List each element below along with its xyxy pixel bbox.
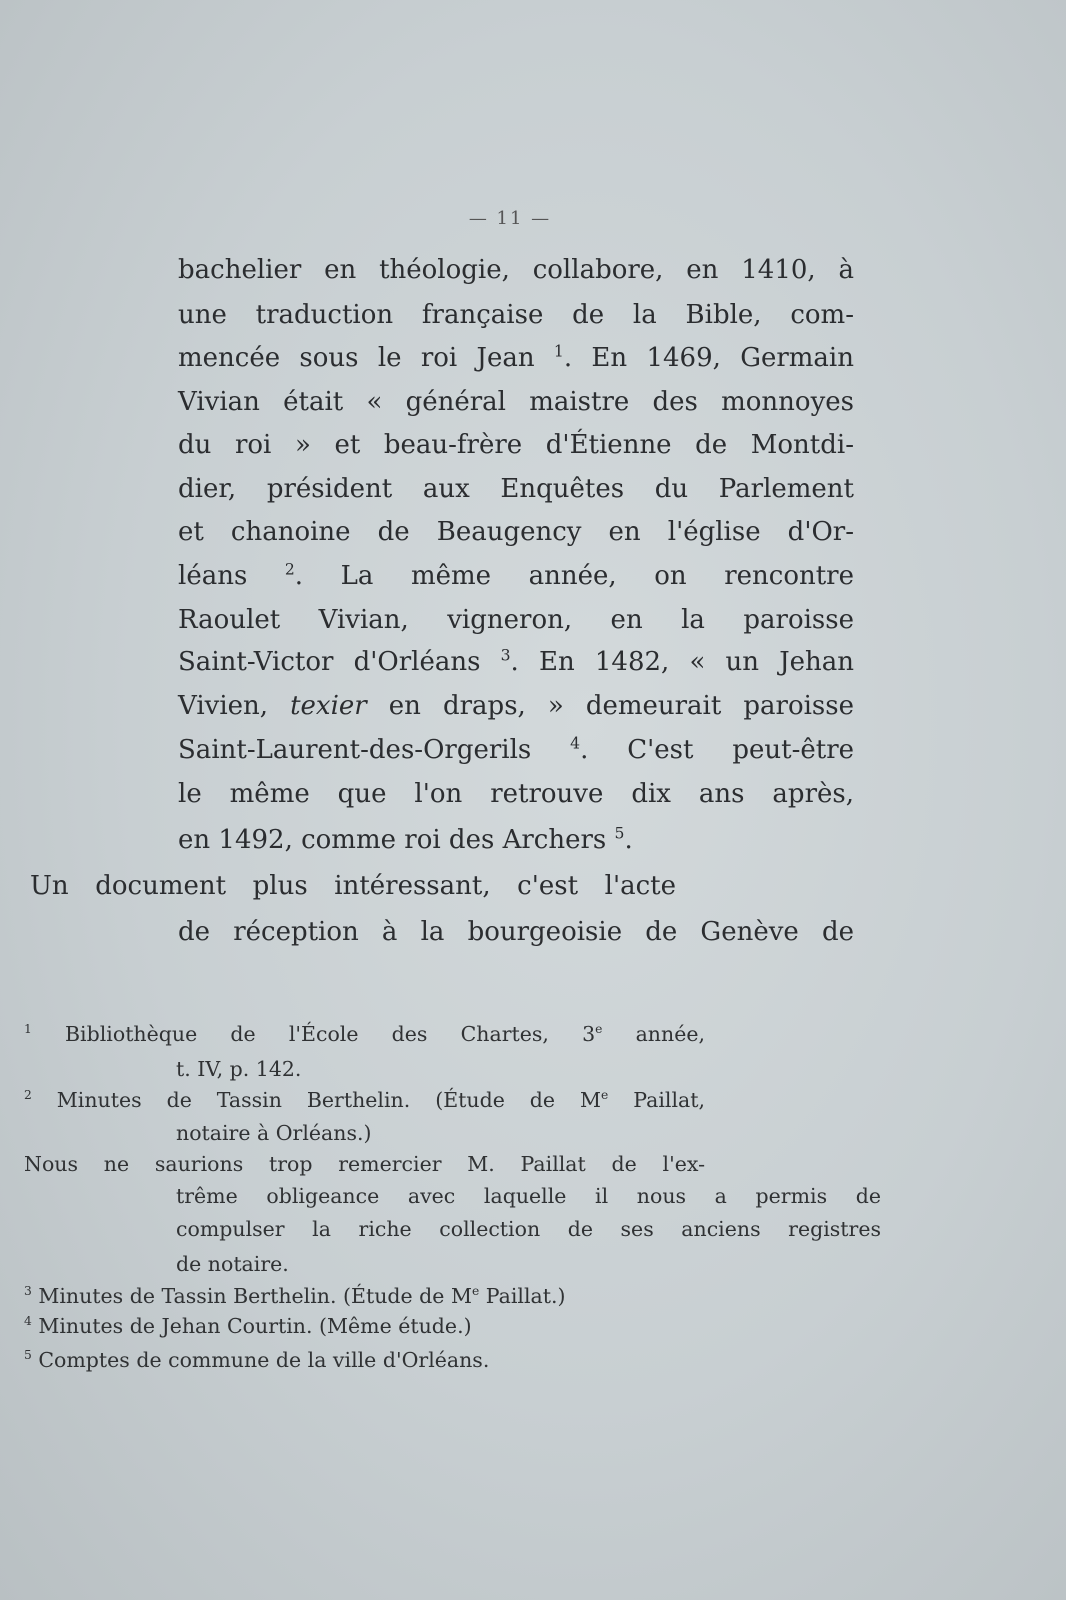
text-run: de réception à la bourgeoisie de Genève de	[178, 917, 854, 947]
text-run: . En 1469, Germain	[563, 343, 854, 373]
text-run: Minutes de Tassin Berthelin. (Étude de M	[31, 1088, 602, 1112]
text-run: bachelier en théologie, collabore, en 1410, à	[178, 255, 854, 285]
superscript: 4	[24, 1314, 32, 1329]
footnote-line	[176, 1055, 881, 1083]
text-run: Saint-Victor d'Orléans	[178, 647, 501, 677]
superscript: e	[471, 1284, 480, 1299]
footnote-line	[0, 1282, 705, 1310]
text-run: trême obligeance avec laquelle il nous a permis de	[176, 1184, 881, 1208]
page-number: — 11 —	[468, 208, 552, 229]
footnote-line	[0, 1346, 705, 1374]
body-line	[178, 427, 854, 463]
text-run: Vivian était « général maistre des monnoyes	[178, 387, 854, 417]
text-run: de notaire.	[176, 1252, 289, 1276]
superscript: 2	[24, 1088, 32, 1103]
superscript: 1	[553, 342, 564, 361]
footnote-line	[0, 1312, 705, 1340]
text-run: Bibliothèque de l'École des Chartes, 3	[31, 1022, 596, 1046]
text-run: dier, président aux Enquêtes du Parlement	[178, 474, 854, 504]
body-line	[178, 558, 854, 594]
body-line	[178, 732, 854, 768]
text-run: Vivien,	[178, 691, 291, 721]
superscript: 2	[284, 560, 295, 579]
superscript: 3	[24, 1284, 32, 1299]
body-line	[178, 471, 854, 507]
text-run: .	[624, 825, 633, 855]
text-run: Comptes de commune de la ville d'Orléans.	[31, 1348, 490, 1372]
body-line	[178, 514, 854, 550]
footnote-line	[176, 1119, 881, 1147]
text-run: texier	[290, 691, 367, 721]
text-run: notaire à Orléans.)	[176, 1121, 372, 1145]
text-run: . C'est peut-être	[580, 735, 855, 765]
text-run: en draps, » demeurait paroisse	[366, 691, 854, 721]
text-run: mencée sous le roi Jean	[178, 343, 554, 373]
text-run: et chanoine de Beaugency en l'église d'Or-	[178, 517, 854, 547]
text-run: le même que l'on retrouve dix ans après,	[178, 779, 854, 809]
text-run: une traduction française de la Bible, com-	[178, 300, 854, 330]
text-run: année,	[602, 1022, 705, 1046]
body-line	[178, 776, 854, 812]
text-run: en 1492, comme roi des Archers	[178, 825, 615, 855]
body-line	[178, 252, 854, 288]
body-line	[178, 914, 854, 950]
body-line	[178, 384, 854, 420]
text-run: léans	[178, 561, 285, 591]
superscript: e	[595, 1022, 603, 1037]
footnote-line	[176, 1215, 881, 1243]
text-run: Paillat,	[608, 1088, 705, 1112]
text-run: Minutes de Tassin Berthelin. (Étude de M	[31, 1284, 472, 1308]
text-run: Saint-Laurent-des-Orgerils	[178, 735, 571, 765]
body-line	[178, 602, 854, 638]
superscript: e	[601, 1088, 609, 1103]
text-run: t. IV, p. 142.	[176, 1057, 302, 1081]
superscript: 5	[614, 824, 625, 843]
footnote-line	[0, 1086, 705, 1114]
text-run: Un document plus intéressant, c'est l'acte	[30, 871, 676, 901]
superscript: 4	[570, 734, 581, 753]
text-run: Raoulet Vivian, vigneron, en la paroisse	[178, 605, 854, 635]
footnote-line	[176, 1182, 881, 1210]
superscript: 1	[24, 1022, 32, 1037]
superscript: 3	[500, 646, 511, 665]
text-run: compulser la riche collection de ses anciens registres	[176, 1217, 881, 1241]
text-run: du roi » et beau-frère d'Étienne de Montdi-	[178, 430, 854, 460]
body-line	[178, 340, 854, 376]
footnote-line	[0, 1020, 705, 1048]
text-run: . La même année, on rencontre	[294, 561, 854, 591]
body-line	[178, 644, 854, 680]
body-line	[178, 297, 854, 333]
footnote-line	[176, 1250, 881, 1278]
body-line	[0, 868, 676, 904]
text-run: Nous ne saurions trop remercier M. Paillat de l'ex-	[24, 1152, 705, 1176]
footnote-line	[0, 1150, 705, 1178]
text-run: Paillat.)	[479, 1284, 566, 1308]
body-line	[178, 688, 854, 724]
body-line	[178, 822, 854, 858]
superscript: 5	[24, 1348, 32, 1363]
text-run: . En 1482, « un Jehan	[510, 647, 854, 677]
text-run: Minutes de Jehan Courtin. (Même étude.)	[31, 1314, 472, 1338]
